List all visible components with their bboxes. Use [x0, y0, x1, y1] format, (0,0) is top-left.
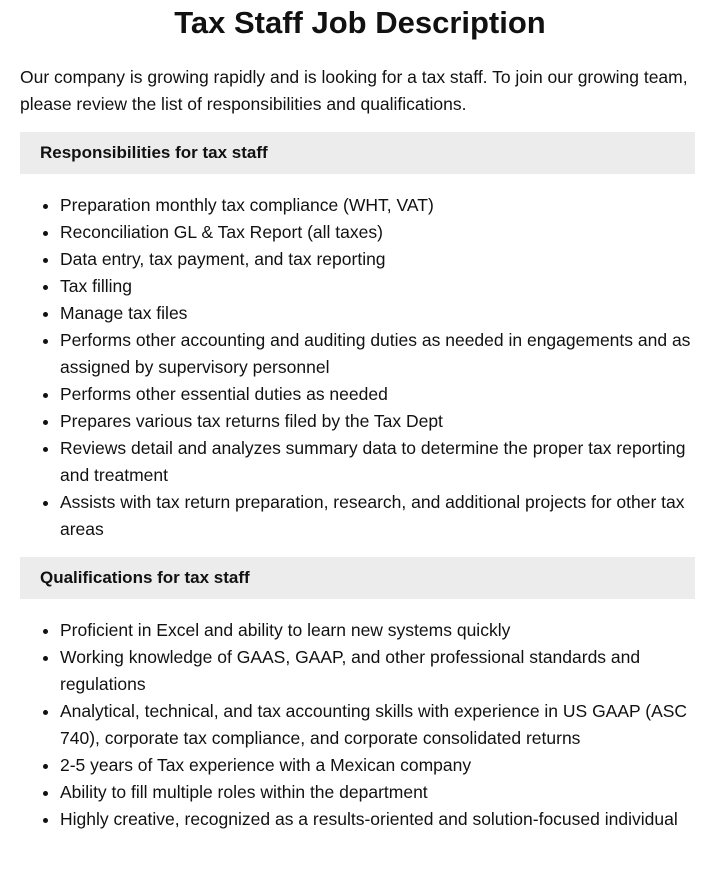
page-title: Tax Staff Job Description	[174, 5, 546, 40]
list-item: • Manage tax files	[60, 300, 700, 327]
list-item: • Working knowledge of GAAS, GAAP, and other professional standards and regulations	[60, 644, 700, 698]
list-item: • Performs other essential duties as needed	[60, 381, 700, 408]
list-item: • Preparation monthly tax compliance (WHT, VAT)	[60, 192, 700, 219]
list-item: • Analytical, technical, and tax accounting skills with experience in US GAAP (ASC 740), corporate tax compliance, and corporate consolidated returns	[60, 698, 700, 752]
qualifications-heading: Qualifications for tax staff	[20, 557, 695, 599]
list-item: • Data entry, tax payment, and tax reporting	[60, 246, 700, 273]
list-item: • Proficient in Excel and ability to learn new systems quickly	[60, 617, 700, 644]
list-item: • Highly creative, recognized as a results-oriented and solution-focused individual	[60, 806, 700, 833]
list-item: • Assists with tax return preparation, research, and additional projects for other tax areas	[60, 489, 700, 543]
responsibilities-heading: Responsibilities for tax staff	[20, 132, 695, 174]
list-item: • Tax filling	[60, 273, 700, 300]
list-item: • Prepares various tax returns filed by the Tax Dept	[60, 408, 700, 435]
list-item: • Reviews detail and analyzes summary data to determine the proper tax reporting and treatment	[60, 435, 700, 489]
list-item: • 2-5 years of Tax experience with a Mexican company	[60, 752, 700, 779]
list-item: • Ability to fill multiple roles within the department	[60, 779, 700, 806]
intro-text: Our company is growing rapidly and is looking for a tax staff. To join our growing team, please review the list of responsibilities and qualifications.	[20, 67, 688, 114]
list-item: • Reconciliation GL & Tax Report (all taxes)	[60, 219, 700, 246]
responsibilities-list	[20, 192, 700, 543]
qualifications-list	[20, 617, 700, 833]
list-item: • Performs other accounting and auditing duties as needed in engagements and as assigned by supervisory personnel	[60, 327, 700, 381]
